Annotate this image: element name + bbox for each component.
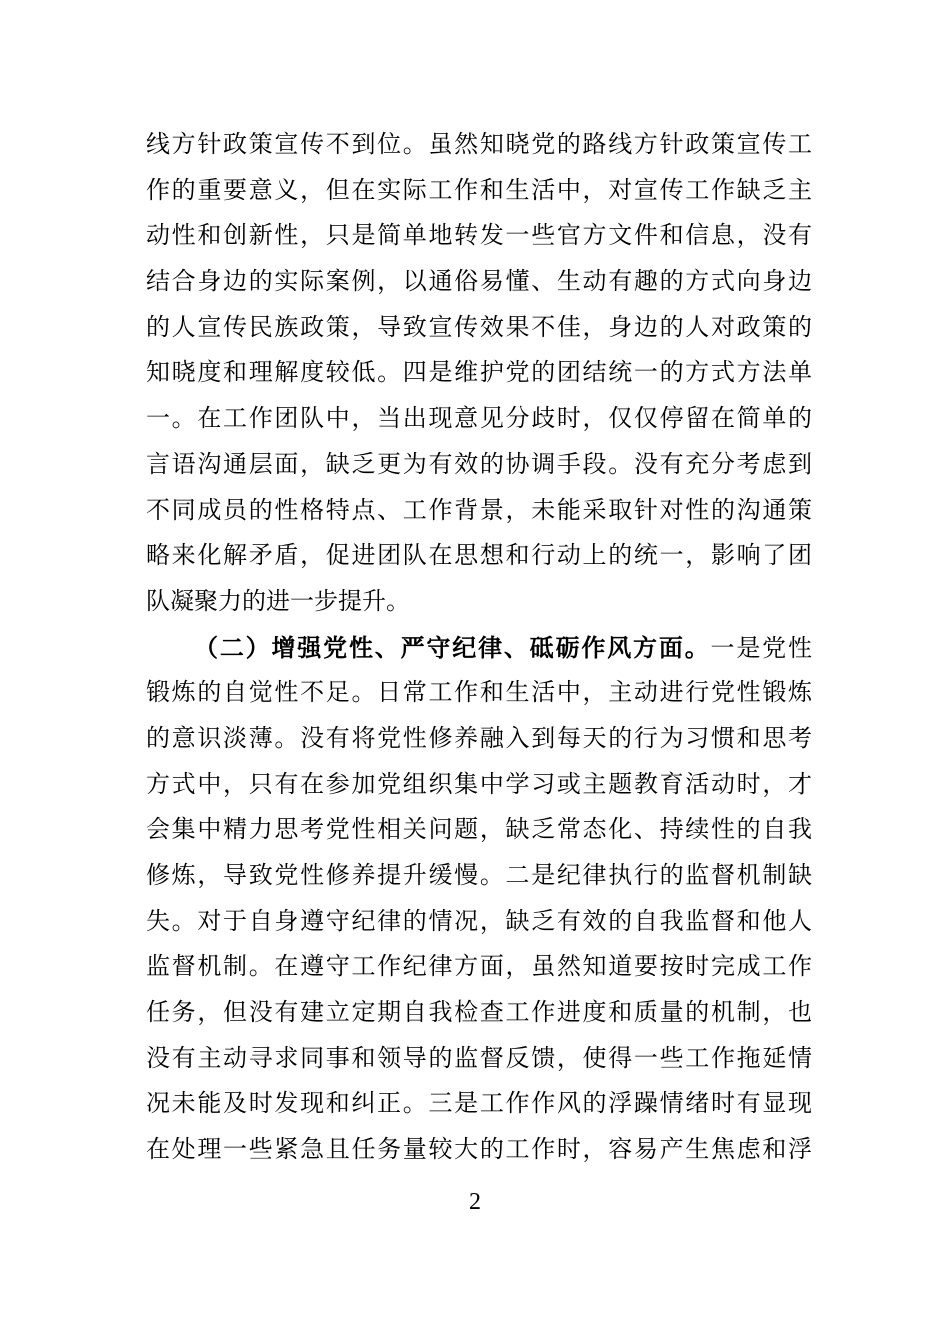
paragraph-2-line: 监督机制。在遵守工作纪律方面，虽然知道要按时完成工作	[146, 952, 812, 981]
paragraph-1-line: 结合身边的实际案例，以通俗易懂、生动有趣的方式向身边	[146, 267, 812, 296]
paragraph-1-line: 动性和创新性，只是简单地转发一些官方文件和信息，没有	[146, 221, 812, 250]
paragraph-1-line: 言语沟通层面，缺乏更为有效的协调手段。没有充分考虑到	[146, 449, 812, 478]
page-number: 2	[469, 1189, 481, 1215]
paragraph-2-line: 的意识淡薄。没有将党性修养融入到每天的行为习惯和思考	[146, 723, 812, 752]
section-heading: （二）增强党性、严守纪律、砥砺作风方面。	[194, 632, 711, 662]
paragraph-1-line: 的人宣传民族政策，导致宣传效果不佳，身边的人对政策的	[146, 312, 812, 341]
body-text	[146, 122, 812, 1173]
paragraph-1-line: 不同成员的性格特点、工作背景，未能采取针对性的沟通策	[146, 495, 812, 524]
paragraph-2-line: 会集中精力思考党性相关问题，缺乏常态化、持续性的自我	[146, 815, 812, 844]
paragraph-1-line: 作的重要意义，但在实际工作和生活中，对宣传工作缺乏主	[146, 175, 812, 204]
paragraph-1-line: 线方针政策宣传不到位。虽然知晓党的路线方针政策宣传工	[146, 130, 812, 158]
paragraph-2-line: 失。对于自身遵守纪律的情况，缺乏有效的自我监督和他人	[146, 906, 812, 935]
paragraph-1-last-line: 队凝聚力的进一步提升。	[146, 586, 410, 615]
paragraph-2-line: 修炼，导致党性修养提升缓慢。二是纪律执行的监督机制缺	[146, 861, 812, 889]
paragraph-2-line: 锻炼的自觉性不足。日常工作和生活中，主动进行党性锻炼	[146, 678, 812, 707]
paragraph-2-line: 没有主动寻求同事和领导的监督反馈，使得一些工作拖延情	[146, 1043, 812, 1072]
paragraph-2-first-line	[146, 625, 812, 671]
paragraph-2-line: 任务，但没有建立定期自我检查工作进度和质量的机制，也	[146, 998, 812, 1027]
paragraph-1-line: 一。在工作团队中，当出现意见分歧时，仅仅停留在简单的	[146, 404, 812, 433]
paragraph-2-line: 况未能及时发现和纠正。三是工作作风的浮躁情绪时有显现	[146, 1089, 812, 1118]
paragraph-2-line: 方式中，只有在参加党组织集中学习或主题教育活动时，才	[146, 769, 812, 798]
paragraph-1-line: 略来化解矛盾，促进团队在思想和行动上的统一，影响了团	[146, 541, 812, 570]
paragraph-1-line: 知晓度和理解度较低。四是维护党的团结统一的方式方法单	[146, 358, 812, 387]
paragraph-2-first-line-rest: 一是党性	[710, 633, 813, 662]
paragraph-2-line: 在处理一些紧急且任务量较大的工作时，容易产生焦虑和浮	[146, 1135, 812, 1164]
